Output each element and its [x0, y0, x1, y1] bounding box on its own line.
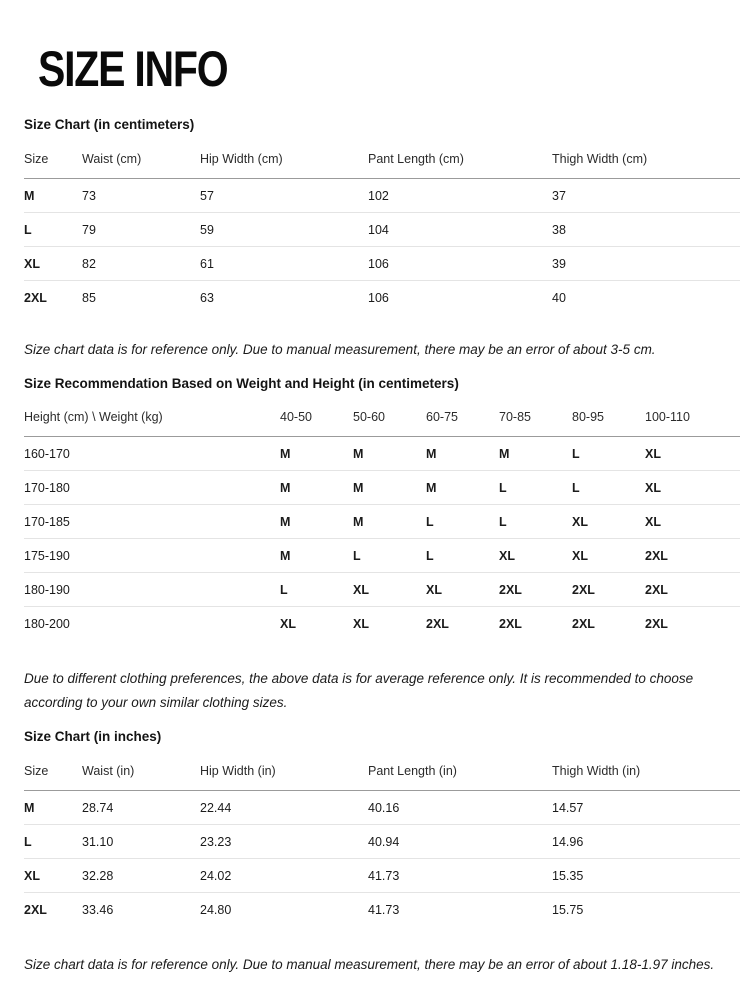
column-header: Thigh Width (cm) — [552, 135, 740, 179]
value-cell: 2XL — [499, 573, 572, 607]
value-cell: M — [280, 471, 353, 505]
value-cell: 106 — [368, 246, 552, 280]
value-cell: 40.94 — [368, 824, 552, 858]
table-row — [24, 212, 740, 246]
value-cell: L — [499, 471, 572, 505]
value-cell: M — [280, 505, 353, 539]
value-cell: 85 — [82, 290, 96, 305]
value-cell: M — [353, 505, 426, 539]
table-row — [24, 539, 740, 573]
value-cell: M — [353, 437, 426, 471]
size-chart-cm-note: Size chart data is for reference only. Due to manual measurement, there may be an error of about 3-5 cm. — [24, 341, 656, 357]
value-cell: L — [426, 505, 499, 539]
value-cell: 14.57 — [552, 790, 740, 824]
row-label-cell: 180-200 — [24, 617, 70, 632]
column-header: 40-50 — [280, 393, 353, 437]
table-header-row — [24, 135, 740, 179]
value-cell: 73 — [82, 178, 200, 212]
value-cell: 40.16 — [368, 790, 552, 824]
value-cell: 79 — [82, 212, 200, 246]
value-cell: 63 — [200, 290, 214, 305]
row-label-cell: 2XL — [24, 290, 47, 305]
table-row — [24, 892, 740, 926]
value-cell: 23.23 — [200, 824, 368, 858]
value-cell: 14.96 — [552, 824, 740, 858]
column-header: 60-75 — [426, 393, 499, 437]
size-info-page — [0, 41, 750, 994]
value-cell: 82 — [82, 246, 200, 280]
value-cell: 24.80 — [200, 902, 232, 917]
row-label-cell: L — [24, 212, 82, 246]
value-cell: L — [499, 505, 572, 539]
value-cell: M — [499, 437, 572, 471]
value-cell: 59 — [200, 212, 368, 246]
row-label-cell: XL — [24, 858, 82, 892]
value-cell: 104 — [368, 212, 552, 246]
value-cell: M — [353, 471, 426, 505]
value-cell: L — [353, 539, 426, 573]
size-recommendation-note: Due to different clothing preferences, the above data is for average reference only. It is recommended to choose according to your own similar clothing sizes. — [24, 671, 694, 711]
row-label-cell: 170-180 — [24, 471, 280, 505]
value-cell: 61 — [200, 246, 368, 280]
column-header: Size — [24, 135, 82, 179]
value-cell: XL — [645, 505, 740, 539]
table-row — [24, 858, 740, 892]
row-label-cell: M — [24, 790, 82, 824]
table-row — [24, 790, 740, 824]
value-cell: 2XL — [426, 617, 449, 632]
value-cell: M — [426, 437, 499, 471]
column-header: 70-85 — [499, 393, 572, 437]
table-row — [24, 280, 740, 314]
value-cell: 2XL — [572, 573, 645, 607]
size-recommendation-table — [24, 393, 740, 640]
table-header-row — [24, 747, 740, 791]
row-label-cell: 175-190 — [24, 539, 280, 573]
value-cell: 102 — [368, 178, 552, 212]
table-row — [24, 824, 740, 858]
value-cell: 41.73 — [368, 902, 400, 917]
size-chart-inches-note: Size chart data is for reference only. Due to manual measurement, there may be an error of about 1.18-1.97 inches. — [24, 956, 715, 972]
size-chart-cm-table — [24, 135, 740, 314]
value-cell: XL — [572, 505, 645, 539]
size-recommendation-heading: Size Recommendation Based on Weight and Height (in centimeters) — [24, 375, 459, 391]
value-cell: 41.73 — [368, 858, 552, 892]
value-cell: M — [280, 437, 353, 471]
table-row — [24, 246, 740, 280]
table-header-row — [24, 393, 740, 437]
value-cell: L — [280, 573, 353, 607]
table-row — [24, 607, 740, 641]
table-row — [24, 437, 740, 471]
value-cell: M — [280, 539, 353, 573]
value-cell: 106 — [368, 290, 389, 305]
row-label-cell: L — [24, 824, 82, 858]
value-cell: 2XL — [499, 617, 522, 632]
size-chart-cm-heading: Size Chart (in centimeters) — [24, 117, 195, 132]
column-header: 50-60 — [353, 393, 426, 437]
table-row — [24, 505, 740, 539]
value-cell: XL — [426, 573, 499, 607]
column-header: 80-95 — [572, 393, 645, 437]
column-header: Thigh Width (in) — [552, 747, 740, 791]
value-cell: XL — [645, 437, 740, 471]
value-cell: 31.10 — [82, 824, 200, 858]
row-label-cell: 170-185 — [24, 505, 280, 539]
value-cell: XL — [499, 539, 572, 573]
table-row — [24, 471, 740, 505]
size-chart-inches-table — [24, 747, 740, 926]
page-title: SIZE INFO — [38, 41, 228, 97]
value-cell: 2XL — [645, 539, 740, 573]
value-cell: M — [426, 471, 499, 505]
column-header: Size — [24, 747, 82, 791]
table-row — [24, 178, 740, 212]
value-cell: XL — [572, 539, 645, 573]
value-cell: L — [426, 539, 499, 573]
value-cell: 37 — [552, 178, 740, 212]
value-cell: 15.75 — [552, 902, 584, 917]
row-label-cell: 180-190 — [24, 573, 280, 607]
column-header: Pant Length (cm) — [368, 135, 552, 179]
column-header: Pant Length (in) — [368, 747, 552, 791]
value-cell: XL — [353, 573, 426, 607]
column-header: Height (cm) \ Weight (kg) — [24, 393, 280, 437]
row-label-cell: M — [24, 178, 82, 212]
value-cell: XL — [645, 471, 740, 505]
value-cell: 15.35 — [552, 858, 740, 892]
value-cell: 2XL — [645, 617, 668, 632]
column-header: Waist (cm) — [82, 135, 200, 179]
size-chart-inches-heading: Size Chart (in inches) — [24, 728, 162, 744]
value-cell: 24.02 — [200, 858, 368, 892]
row-label-cell: 160-170 — [24, 437, 280, 471]
value-cell: XL — [353, 617, 369, 632]
column-header: Hip Width (in) — [200, 747, 368, 791]
value-cell: XL — [280, 617, 296, 632]
table-row — [24, 573, 740, 607]
row-label-cell: 2XL — [24, 902, 47, 917]
value-cell: 39 — [552, 246, 740, 280]
value-cell: 33.46 — [82, 902, 114, 917]
column-header: 100-110 — [645, 393, 740, 437]
column-header: Hip Width (cm) — [200, 135, 368, 179]
value-cell: 2XL — [645, 573, 740, 607]
value-cell: L — [572, 471, 645, 505]
value-cell: 57 — [200, 178, 368, 212]
value-cell: 32.28 — [82, 858, 200, 892]
value-cell: 28.74 — [82, 790, 200, 824]
value-cell: L — [572, 437, 645, 471]
value-cell: 2XL — [572, 617, 595, 632]
value-cell: 38 — [552, 212, 740, 246]
column-header: Waist (in) — [82, 747, 200, 791]
value-cell: 22.44 — [200, 790, 368, 824]
value-cell: 40 — [552, 290, 566, 305]
row-label-cell: XL — [24, 246, 82, 280]
